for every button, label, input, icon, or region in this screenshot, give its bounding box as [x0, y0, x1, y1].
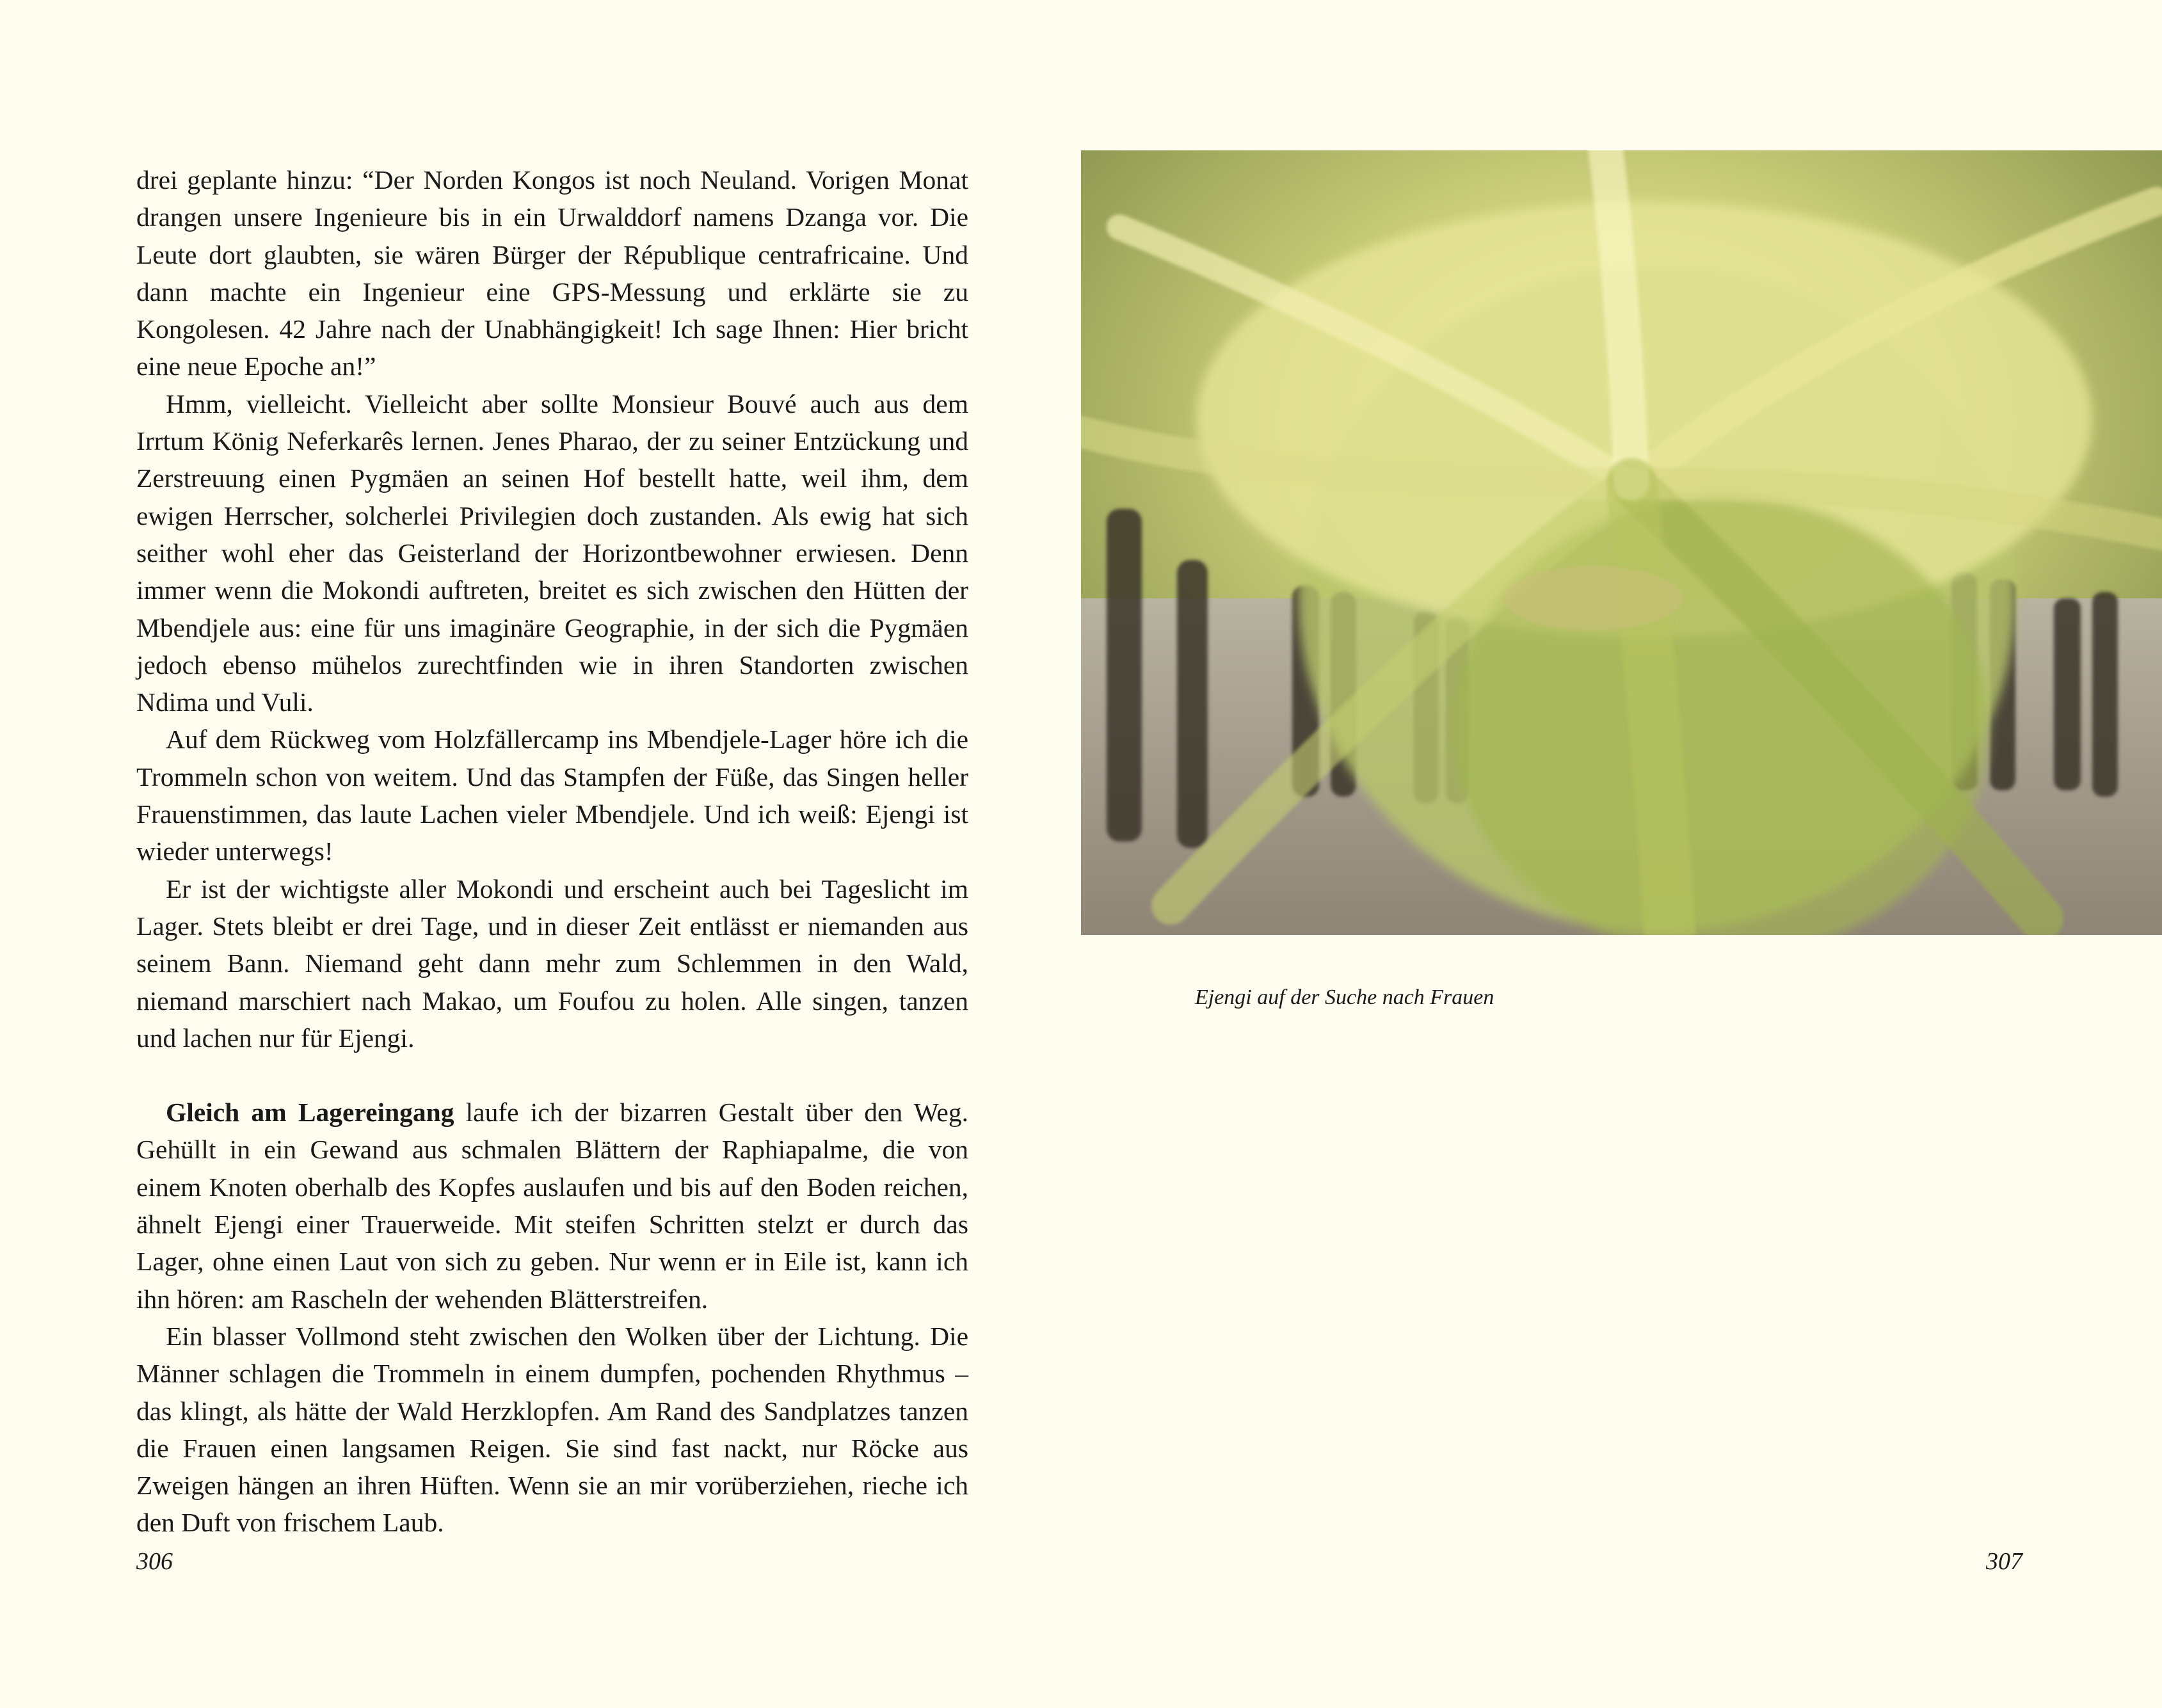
body-text	[136, 161, 968, 1542]
section-lead: Gleich am Lagereingang	[166, 1097, 454, 1128]
page-number-left: 306	[136, 1548, 173, 1575]
paragraph-3: Auf dem Rückweg vom Holzfällercamp ins Mbendjele-Lager höre ich die Trommeln schon von weitem. Und das Stampfen der Füße, das Singen heller Frauenstimmen, das laute Lachen vieler Mbendjele. Und ich weiß: Ejengi ist wieder unterwegs!	[136, 724, 968, 866]
page-number-right: 307	[1986, 1548, 2022, 1575]
paragraph-6: Ein blasser Vollmond steht zwischen den Wolken über der Lichtung. Die Männer schlagen die Trommeln in einem dumpfen, pochenden Rhythmus – das klingt, als hätte der Wald Herzklopfen. Am Rand des Sandplatzes tanzen die Frauen einen langsamen Reigen. Sie sind fast nackt, nur Röcke aus Zweigen hängen an ihren Hüften. Wenn sie an mir vorüberziehen, rieche ich den Duft von frischem Laub.	[136, 1321, 968, 1538]
section-lead-rest: laufe ich der bizarren Gestalt über den Weg. Gehüllt in ein Gewand aus schmalen Blättern der Raphiapalme, die von einem Knoten oberhalb des Kopfes auslaufen und bis auf den Boden reichen, ähnelt Ejengi einer Trauerweide. Mit steifen Schritten stelzt er durch das Lager, ohne einen Laut von sich zu geben. Nur wenn er in Eile ist, kann ich ihn hören: am Rascheln der wehenden Blätterstreifen.	[136, 1097, 968, 1314]
paragraph-1: drei geplante hinzu: “Der Norden Kongos ist noch Neuland. Vorigen Monat drangen unsere Ingenieure bis in ein Urwalddorf namens Dzanga vor. Die Leute dort glaubten, sie wären Bürger der République centrafricaine. Und dann machte ein Ingenieur eine GPS-Messung und erklärte sie zu Kongolesen. 42 Jahre nach der Unabhängigkeit! Ich sage Ihnen: Hier bricht eine neue Epoche an!”	[136, 165, 968, 381]
paragraph-5	[136, 1094, 968, 1318]
paragraph-4: Er ist der wichtigste aller Mokondi und erscheint auch bei Tageslicht im Lager. Stets bleibt er drei Tage, und in dieser Zeit entlässt er niemanden aus seinem Bann. Niemand geht dann mehr zum Schlemmen in den Wald, niemand marschiert nach Makao, um Foufou zu holen. Alle singen, tanzen und lachen nur für Ejengi.	[136, 874, 968, 1053]
dancer-photo	[1081, 150, 2162, 935]
right-page	[1081, 0, 2162, 1708]
photo-caption: Ejengi auf der Suche nach Frauen	[1195, 986, 1494, 1009]
paragraph-2: Hmm, vielleicht. Vielleicht aber sollte Monsieur Bouvé auch aus dem Irrtum König Neferkarês lernen. Jenes Pharao, der zu seiner Entzückung und Zerstreuung einen Pygmäen an seinen Hof bestellt hatte, weil ihm, dem ewigen Herrscher, solcherlei Privilegien doch zustanden. Als ewig hat sich seither wohl eher das Geisterland der Horizontbewohner erwiesen. Denn immer wenn die Mokondi auftreten, breitet es sich zwischen den Hütten der Mbendjele aus: eine für uns imaginäre Geographie, in der sich die Pygmäen jedoch ebenso mühelos zurechtfinden wie in ihren Standorten zwischen Ndima und Vuli.	[136, 388, 968, 717]
